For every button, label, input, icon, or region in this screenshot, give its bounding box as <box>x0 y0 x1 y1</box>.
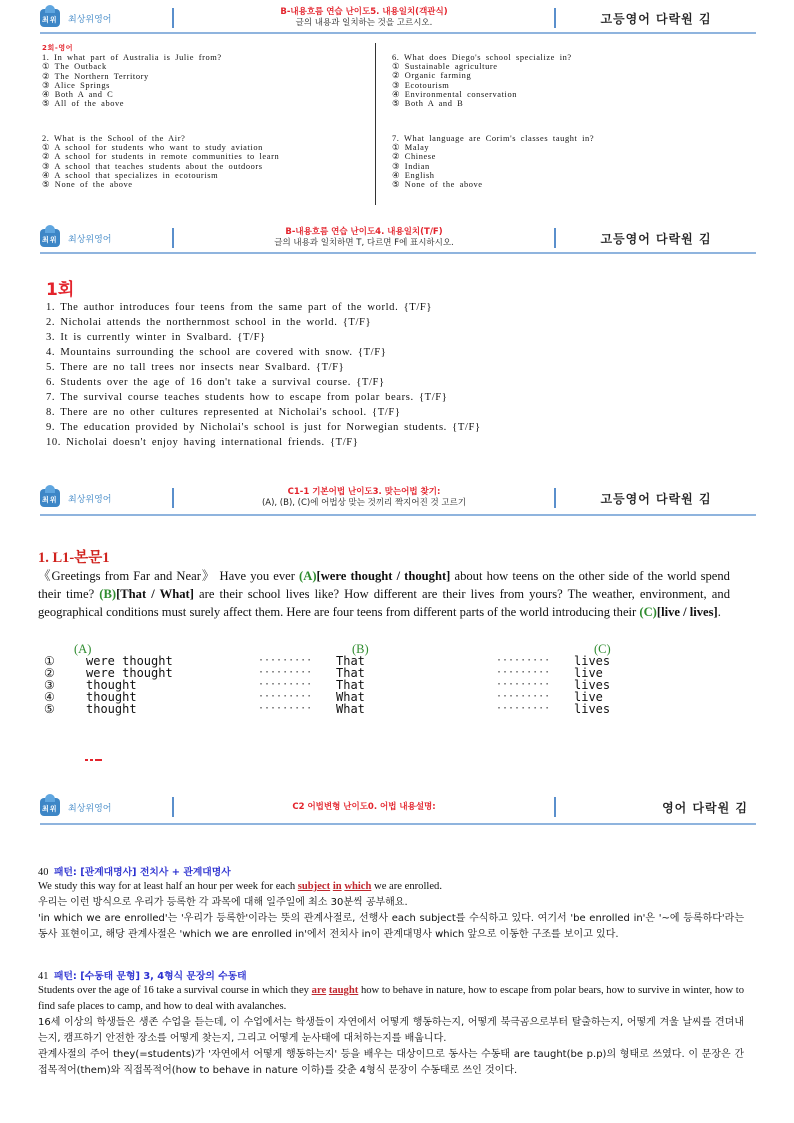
dot-leader: ········· <box>496 691 551 702</box>
brand-name: 최상위영어 <box>68 14 112 25</box>
dot-leader: ········· <box>496 679 551 690</box>
header-task-title: B-내용흐름 연습 난이도4. 내용일치(T/F) <box>285 227 443 238</box>
tf-item[interactable]: 8. There are no other cultures represented at Nicholai's school. {T/F} <box>46 407 401 419</box>
col-head-a: (A) <box>74 642 92 656</box>
passage-segment: are their school lives like? How different are their lives from yours? The weather, environment, and geographical conditions must surely affect them. Here are four teens from different parts of the world introducing their <box>38 587 730 620</box>
header-course-label: 영어 다락원 김 <box>662 800 748 815</box>
option[interactable]: ⑤ Both A and B <box>392 99 464 109</box>
korean-translation: 우리는 이런 방식으로 우리가 등록한 각 과목에 대해 일주일에 최소 30분씩 공부해요. <box>38 897 408 908</box>
option[interactable]: ⑤ None of the above <box>42 180 133 190</box>
question-6 <box>392 53 742 108</box>
header-task-desc: 글의 내용과 일치하면 T, 다르면 F에 표시하시오. <box>274 238 454 248</box>
section-header-4 <box>40 791 756 825</box>
passage-segment: 《Greetings from Far and Near》 Have you ever <box>38 569 300 583</box>
option[interactable]: ② The Northern Territory <box>42 71 149 81</box>
question-text: 2. What is the School of the Air? <box>42 134 186 143</box>
korean-translation: 16세 이상의 학생들은 생존 수업을 듣는데, 이 수업에서는 학생들이 자연에서 어떻게 행동하는지, 어떻게 북극곰으로부터 탈출하는지, 어떻게 겨울 날씨를 견뎌내는지, 캠프하기 안전한 장소를 어떻게 찾는지, 그리고 어떻게 눈사태에 대처하는지를 배웁니다. <box>38 1017 744 1044</box>
header-instructions <box>174 802 554 813</box>
grammar-explanation: 관계사절의 주어 they(=students)가 '자연에서 어떻게 행동하는지' 등을 배우는 대상이므로 동사는 수동태 are taught(be p.p)의 형태로 쓰였다. 이 문장은 간접목적어(them)와 직접목적어(how to behave in nature 이하)를 갖춘 4형식 문장이 수동태로 쓰인 것이다. <box>38 1049 744 1076</box>
column-divider <box>375 43 376 205</box>
choice-c: lives <box>574 702 611 716</box>
question-text: 7. What language are Corim's classes taught in? <box>392 134 595 143</box>
option[interactable]: ① Sustainable agriculture <box>392 62 498 72</box>
choice-number: ① <box>44 654 55 668</box>
header-task-desc: 글의 내용과 일치하는 것을 고르시오. <box>295 18 433 28</box>
header-task-desc: (A), (B), (C)에 어법상 맞는 것끼리 짝지어진 것 고르기 <box>261 498 467 508</box>
question-text: 6. What does Diego's school specialize in? <box>392 53 572 62</box>
item-number: 41 <box>38 971 49 982</box>
brand-cube-icon: 최위 <box>40 489 60 507</box>
sentence-segment: how to behave in nature, how to escape from polar bears, how to survive in winter, how to find safe places to camp, and how to deal with avalanches. <box>38 985 745 1012</box>
choice-a: thought <box>86 678 137 692</box>
choice-c: live <box>574 666 603 680</box>
grammar-explanation: 'in which we are enrolled'는 '우리가 등록한'이라는 뜻의 관계사절로, 선행사 each subject를 수식하고 있다. 여기서 'be enrolled in'은 '~에 등록하다'라는 동사 표현이고, 해당 관계사절은 'which we are enrolled in'에서 전치사 in이 관계대명사 which 앞으로 이동한 구조를 보이고 있다. <box>38 913 744 940</box>
brand-cube-icon: 최위 <box>40 798 60 816</box>
dot-leader: ········· <box>496 703 551 714</box>
sentence-segment: Students over the age of 16 take a survival course in which they <box>38 985 312 996</box>
pattern-title: 패턴: [수동태 문형] 3, 4형식 문장의 수동태 <box>54 971 247 982</box>
choice-b: That <box>336 654 365 668</box>
pattern-title: 패턴: [관계대명사] 전치사 + 관계대명사 <box>54 867 231 878</box>
brand-name: 최상위영어 <box>68 803 112 814</box>
dot-leader: ········· <box>258 679 313 690</box>
pattern-heading-40 <box>38 864 231 878</box>
highlight-word: in <box>332 881 342 892</box>
choice-number: ② <box>44 666 55 680</box>
tf-item[interactable]: 3. It is currently winter in Svalbard. {T/F} <box>46 332 266 344</box>
blank-tag-b: (B) <box>99 587 117 602</box>
header-instructions <box>174 227 554 248</box>
passage-segment: . <box>717 605 721 620</box>
tf-item[interactable]: 6. Students over the age of 16 don't take a survival course. {T/F} <box>46 377 385 389</box>
blank-options-a[interactable]: [were thought / thought] <box>316 569 451 583</box>
option[interactable]: ② A school for students in remote communities to learn <box>42 152 280 162</box>
section-header-1 <box>40 4 756 34</box>
section-header-2 <box>40 224 756 254</box>
brand-cube-icon: 최위 <box>40 9 60 27</box>
choice-c: live <box>574 690 603 704</box>
choice-number: ③ <box>44 678 55 692</box>
highlight-word: taught <box>328 985 359 996</box>
question-2 <box>42 134 362 189</box>
header-course-label: 고등영어 다락원 김 <box>600 491 712 506</box>
highlight-word: are <box>311 985 327 996</box>
highlight-word: subject <box>297 881 331 892</box>
option[interactable]: ⑤ None of the above <box>392 180 483 190</box>
dot-leader: ········· <box>258 655 313 666</box>
brand-name: 최상위영어 <box>68 234 112 245</box>
option[interactable]: ⑤ All of the above <box>42 99 125 109</box>
choice-b: What <box>336 702 365 716</box>
pattern-heading-41 <box>38 968 247 982</box>
blank-options-b[interactable]: [That / What] <box>116 587 194 602</box>
brand-name: 최상위영어 <box>68 494 112 505</box>
tf-item[interactable]: 10. Nicholai doesn't enjoy having international friends. {T/F} <box>46 437 359 449</box>
tf-item[interactable]: 2. Nicholai attends the northernmost school in the world. {T/F} <box>46 317 372 329</box>
choice-a: thought <box>86 690 137 704</box>
pattern-body-40 <box>38 879 744 943</box>
header-course-label: 고등영어 다락원 김 <box>600 231 712 246</box>
brand-logo <box>40 229 172 247</box>
tf-item[interactable]: 1. The author introduces four teens from the same part of the world. {T/F} <box>46 302 433 313</box>
dot-leader: ········· <box>496 655 551 666</box>
option[interactable]: ③ Alice Springs <box>42 80 110 90</box>
header-instructions <box>174 7 554 28</box>
choice-b: That <box>336 666 365 680</box>
choice-number: ④ <box>44 690 55 704</box>
blank-tag-a: (A) <box>299 569 317 583</box>
option[interactable]: ① Malay <box>392 143 430 153</box>
option[interactable]: ② Chinese <box>392 152 436 162</box>
highlight-word: which <box>344 881 372 892</box>
choice-b: That <box>336 678 365 692</box>
section-header-3 <box>40 482 756 516</box>
col-head-c: (C) <box>594 642 611 656</box>
option[interactable]: ① A school for students who want to study aviation <box>42 143 263 153</box>
col-head-b: (B) <box>352 642 369 656</box>
option[interactable]: ③ A school that teaches students about the outdoors <box>42 161 263 171</box>
passage-title: 1. L1-본문1 <box>38 550 110 566</box>
dot-leader: ········· <box>496 667 551 678</box>
tf-item[interactable]: 7. The survival course teaches students how to escape from polar bears. {T/F} <box>46 392 448 404</box>
header-task-title: C2 어법변형 난이도0. 어법 내용설명: <box>292 801 436 812</box>
option[interactable]: ③ Indian <box>392 161 430 171</box>
header-task-title: C1-1 기본어법 난이도3. 맞는어법 찾기: <box>287 487 441 498</box>
brand-cube-icon: 최위 <box>40 229 60 247</box>
passage-text <box>38 567 730 622</box>
sentence-segment: We study this way for at least half an hour per week for each <box>38 881 298 892</box>
english-sentence <box>38 983 744 1015</box>
dot-leader: ········· <box>258 667 313 678</box>
brand-logo <box>40 9 172 27</box>
choice-a: were thought <box>86 666 173 680</box>
true-false-list <box>46 300 481 450</box>
choice-c: lives <box>574 654 611 668</box>
choice-a: thought <box>86 702 137 716</box>
truncated-red-mark <box>85 748 107 751</box>
brand-logo <box>40 489 172 507</box>
item-number: 40 <box>38 867 49 878</box>
quiz-column-left <box>42 44 362 108</box>
option[interactable]: ④ English <box>392 170 435 180</box>
choice-c: lives <box>574 678 611 692</box>
tf-item[interactable]: 9. The education provided by Nicholai's school is just for Norwegian students. {T/F} <box>46 422 481 434</box>
sentence-segment: we are enrolled. <box>371 881 442 892</box>
option[interactable]: ② Organic farming <box>392 71 472 81</box>
blank-tag-c: (C) <box>639 605 657 620</box>
header-task-title: B-내용흐름 연습 난이도5. 내용일치(객관식) <box>280 7 448 18</box>
option[interactable]: ① The Outback <box>42 62 107 72</box>
tf-item[interactable]: 4. Mountains surrounding the school are covered with snow. {T/F} <box>46 347 387 359</box>
choice-a: were thought <box>86 654 173 668</box>
option[interactable]: ④ Both A and C <box>42 90 114 100</box>
choice-number: ⑤ <box>44 702 55 716</box>
header-instructions <box>174 487 554 508</box>
blank-options-c[interactable]: [live / lives] <box>656 605 718 620</box>
option[interactable]: ④ Environmental conservation <box>392 89 518 99</box>
english-sentence <box>38 879 744 895</box>
option[interactable]: ③ Ecotourism <box>392 80 450 90</box>
question-text: 1. In what part of Australia is Julie from? <box>42 53 222 63</box>
option[interactable]: ④ A school that specializes in ecotourism <box>42 170 219 180</box>
tf-item[interactable]: 5. There are no tall trees nor insects near Svalbard. {T/F} <box>46 362 345 374</box>
dot-leader: ········· <box>258 703 313 714</box>
passage-segment: about how teens on the other side of the world spend their time? <box>38 569 730 602</box>
brand-logo <box>40 798 172 816</box>
round-label: 2회-영어 <box>42 44 74 52</box>
header-course-label: 고등영어 다락원 김 <box>600 11 712 26</box>
question-7 <box>392 134 742 189</box>
question-1 <box>42 53 362 108</box>
choice-b: What <box>336 690 365 704</box>
dot-leader: ········· <box>258 691 313 702</box>
pattern-body-41 <box>38 983 744 1079</box>
round-title: 1회 <box>46 280 75 300</box>
